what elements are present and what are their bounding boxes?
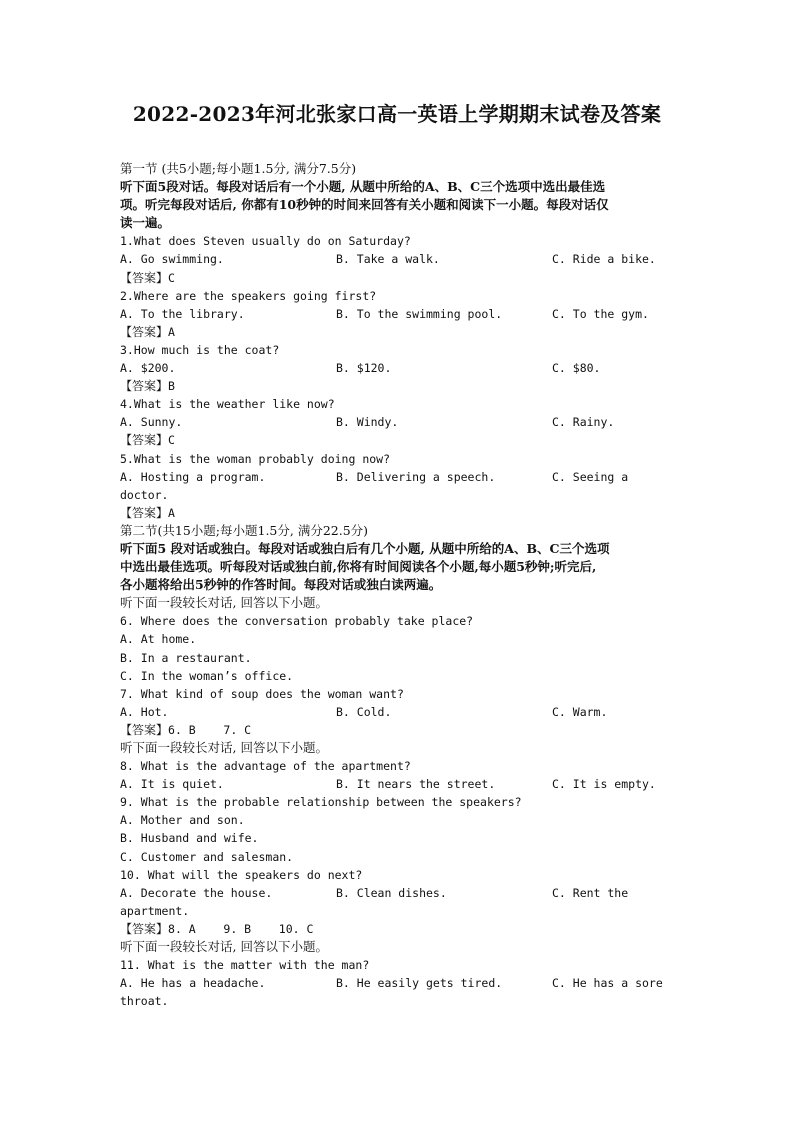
answer-value: C: [168, 433, 175, 448]
document-title: 2022-2023年河北张家口高一英语上学期期末试卷及答案: [132, 102, 662, 126]
option-a: A. To the library.: [120, 306, 245, 321]
option-c-continuation: doctor.: [120, 487, 169, 502]
option-a: A. Hosting a program.: [120, 469, 266, 484]
option-c: C. To the gym.: [552, 306, 649, 321]
section-2-heading: 第二节(共15小题;每小题1.5分, 满分22.5分): [120, 522, 369, 538]
section-2-instruction-line: 中选出最佳选项。听每段对话或独白前,你将有时间阅读各个小题,每小题5秒钟;听完后,: [120, 559, 597, 575]
listen-prompt: 听下面一段较长对话, 回答以下小题。: [120, 595, 328, 611]
answer-line: [120, 377, 680, 395]
question-2-options: [120, 305, 680, 323]
answer-value: 8. A 9. B 10. C: [168, 921, 314, 936]
option-b: B. In a restaurant.: [120, 650, 252, 665]
answer-value: C: [168, 270, 175, 285]
exam-content: [120, 160, 680, 1010]
section-2-instruction-line: 各小题将给出5秒钟的作答时间。每段对话或独白读两遍。: [120, 577, 442, 593]
option-a: A. Decorate the house.: [120, 885, 273, 900]
option-b: B. Delivering a speech.: [336, 469, 496, 484]
question-1-stem: 1.What does Steven usually do on Saturday?: [120, 234, 411, 249]
option-c: C. $80.: [552, 361, 601, 376]
answer-line: [120, 721, 680, 739]
answer-value: B: [168, 379, 175, 394]
option-a: A. He has a headache.: [120, 976, 266, 991]
answer-tag: 【答案】: [120, 722, 169, 737]
question-10-options: [120, 884, 680, 902]
question-2-stem: 2.Where are the speakers going first?: [120, 288, 377, 303]
question-3-options: [120, 359, 680, 377]
question-9-stem: 9. What is the probable relationship between the speakers?: [120, 795, 522, 810]
option-c: C. In the woman’s office.: [120, 668, 294, 683]
section-1-instruction-line: 读一遍。: [120, 215, 171, 231]
option-b: B. To the swimming pool.: [336, 306, 503, 321]
question-4-stem: 4.What is the weather like now?: [120, 397, 335, 412]
question-1-options: [120, 250, 680, 268]
question-10-stem: 10. What will the speakers do next?: [120, 867, 363, 882]
answer-tag: 【答案】: [120, 270, 169, 285]
option-c: C. Rainy.: [552, 415, 615, 430]
question-6-stem: 6. Where does the conversation probably take place?: [120, 614, 474, 629]
option-c: C. He has a sore: [552, 976, 663, 991]
answer-line: [120, 323, 680, 341]
answer-line: [120, 920, 680, 938]
answer-value: 6. B 7. C: [168, 722, 252, 737]
question-4-options: [120, 413, 680, 431]
option-a: A. $200.: [120, 361, 176, 376]
option-a: A. Hot.: [120, 704, 169, 719]
option-a: A. Go swimming.: [120, 252, 224, 267]
option-a: A. At home.: [120, 632, 197, 647]
section-1-instruction-line: 听下面5段对话。每段对话后有一个小题, 从题中所给的A、B、C三个选项中选出最佳选: [120, 179, 606, 195]
option-c-continuation: apartment.: [120, 903, 190, 918]
section-1-instruction-line: 项。听完每段对话后, 你都有10秒钟的时间来回答有关小题和阅读下一小题。每段对话仅: [120, 197, 609, 213]
option-b: B. Husband and wife.: [120, 831, 259, 846]
answer-value: A: [168, 505, 175, 520]
answer-line: [120, 504, 680, 522]
option-c: C. It is empty.: [552, 777, 656, 792]
answer-tag: 【答案】: [120, 921, 169, 936]
option-b: B. $120.: [336, 361, 392, 376]
answer-value: A: [168, 324, 175, 339]
answer-tag: 【答案】: [120, 324, 169, 339]
question-11-options: [120, 974, 680, 992]
option-c: C. Rent the: [552, 885, 629, 900]
section-1-heading: 第一节 (共5小题;每小题1.5分, 满分7.5分): [120, 161, 357, 176]
section-2-instruction-line: 听下面5 段对话或独白。每段对话或独白后有几个小题, 从题中所给的A、B、C三个选项: [120, 540, 610, 556]
question-8-options: [120, 775, 680, 793]
option-b: B. He easily gets tired.: [336, 976, 503, 991]
option-b: B. Clean dishes.: [336, 885, 447, 900]
listen-prompt: 听下面一段较长对话, 回答以下小题。: [120, 939, 328, 955]
option-a: A. It is quiet.: [120, 777, 224, 792]
question-7-options: [120, 703, 680, 721]
option-c-continuation: throat.: [120, 994, 169, 1009]
answer-tag: 【答案】: [120, 379, 169, 394]
option-b: B. Take a walk.: [336, 252, 440, 267]
listen-prompt: 听下面一段较长对话, 回答以下小题。: [120, 740, 328, 755]
option-c: C. Ride a bike.: [552, 252, 656, 267]
question-11-stem: 11. What is the matter with the man?: [120, 958, 370, 973]
answer-tag: 【答案】: [120, 433, 169, 448]
option-b: B. Windy.: [336, 415, 399, 430]
option-c: C. Seeing a: [552, 469, 629, 484]
option-c: C. Customer and salesman.: [120, 849, 294, 864]
answer-line: [120, 269, 680, 287]
option-b: B. It nears the street.: [336, 777, 496, 792]
question-8-stem: 8. What is the advantage of the apartment?: [120, 759, 411, 774]
question-5-options: [120, 468, 680, 486]
answer-tag: 【答案】: [120, 505, 169, 520]
option-b: B. Cold.: [336, 704, 392, 719]
answer-line: [120, 431, 680, 449]
option-c: C. Warm.: [552, 704, 608, 719]
question-3-stem: 3.How much is the coat?: [120, 342, 280, 357]
question-5-stem: 5.What is the woman probably doing now?: [120, 451, 391, 466]
option-a: A. Sunny.: [120, 415, 183, 430]
question-7-stem: 7. What kind of soup does the woman want?: [120, 686, 404, 701]
option-a: A. Mother and son.: [120, 813, 245, 828]
